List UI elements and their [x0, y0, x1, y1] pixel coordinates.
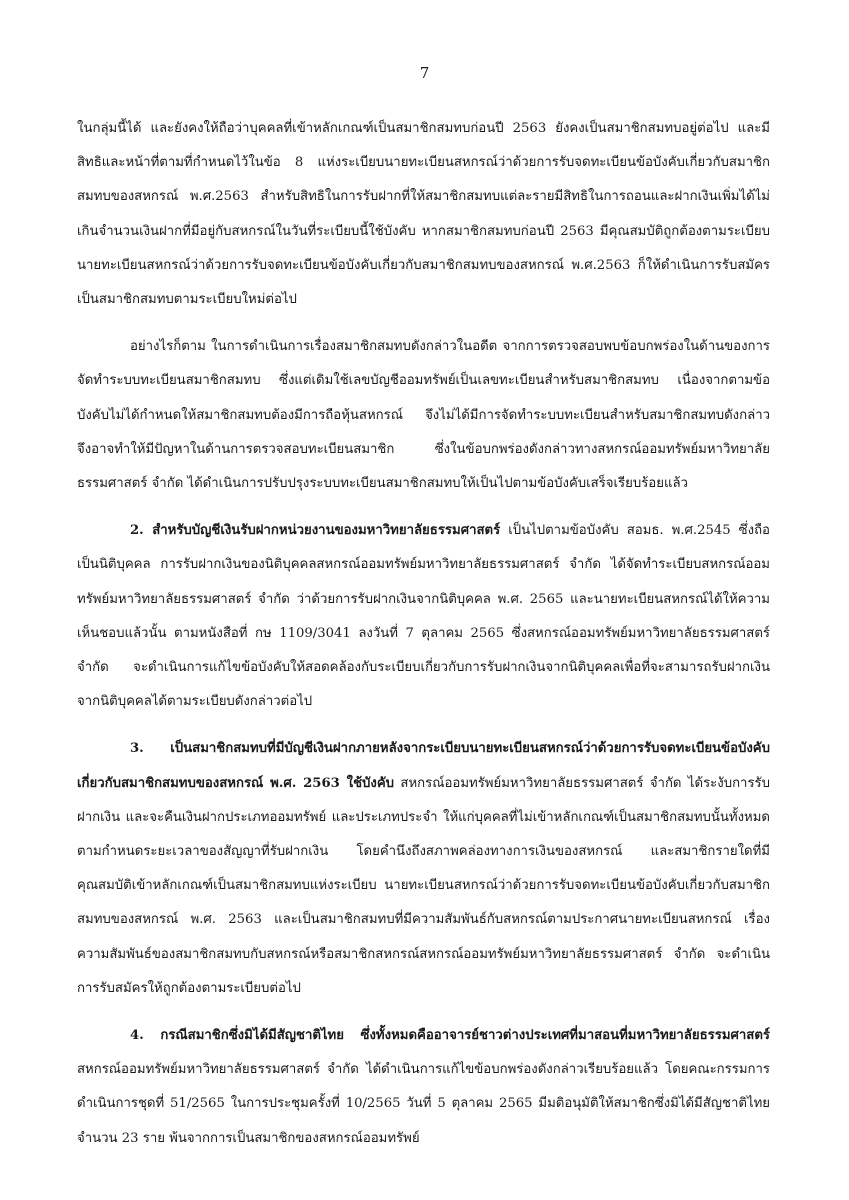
paragraph-however: อย่างไรก็ตาม ในการดำเนินการเรื่องสมาชิกสมทบดังกล่าวในอดีต จากการตรวจสอบพบข้อบกพร่องในด้านของการจัดทำระบบทะเบียนสมาชิกสมทบ ซึ่งแต่เดิมใช้เลขบัญชีออมทรัพย์เป็นเลขทะเบียนสำหรับสมาชิกสมทบ เนื่องจากตามข้อบังคับไม่ได้กำหนดให้สมาชิกสมทบต้องมีการถือหุ้นสหกรณ์ จึงไม่ได้มีการจัดทำระบบทะเบียนสำหรับสมาชิกสมทบดังกล่าว จึงอาจทำให้มีปัญหาในด้านการตรวจสอบทะเบียนสมาชิก ซึ่งในข้อบกพร่องดังกล่าวทางสหกรณ์ออมทรัพย์มหาวิทยาลัยธรรมศาสตร์ จำกัด ได้ดำเนินการปรับปรุงระบบทะเบียนสมาชิกสมทบให้เป็นไปตามข้อบังคับเสร็จเรียบร้อยแล้ว [77, 339, 770, 492]
item-4-text: สหกรณ์ออมทรัพย์มหาวิทยาลัยธรรมศาสตร์ จำกัด ได้ดำเนินการแก้ไขข้อบกพร่องดังกล่าวเรียบร้อยแล้ว โดยคณะกรรมการดำเนินการชุดที่ 51/2565 ในการประชุมครั้งที่ 10/2565 วันที่ 5 ตุลาคม 2565 มีมติอนุมัติให้สมาชิกซึ่งมิได้มีสัญชาติไทย จำนวน 23 ราย พ้นจากการเป็นสมาชิกของสหกรณ์ออมทรัพย์ [77, 1062, 770, 1146]
paragraph-item-3 [77, 732, 770, 1006]
paragraph-continuation: ในกลุ่มนี้ได้ และยังคงให้ถือว่าบุคคลที่เข้าหลักเกณฑ์เป็นสมาชิกสมทบก่อนปี 2563 ยังคงเป็นสมาชิกสมทบอยู่ต่อไป และมีสิทธิและหน้าที่ตามที่กำหนดไว้ในข้อ 8 แห่งระเบียบนายทะเบียนสหกรณ์ว่าด้วยการรับจดทะเบียนข้อบังคับเกี่ยวกับสมาชิกสมทบของสหกรณ์ พ.ศ.2563 สำหรับสิทธิในการรับฝากที่ให้สมาชิกสมทบแต่ละรายมีสิทธิในการถอนและฝากเงินเพิ่มได้ไม่เกินจำนวนเงินฝากที่มีอยู่กับสหกรณ์ในวันที่ระเบียบนี้ใช้บังคับ หากสมาชิกสมทบก่อนปี 2563 มีคุณสมบัติถูกต้องตามระเบียบนายทะเบียนสหกรณ์ว่าด้วยการรับจดทะเบียนข้อบังคับเกี่ยวกับสมาชิกสมทบของสหกรณ์ พ.ศ.2563 ก็ให้ดำเนินการรับสมัครเป็นสมาชิกสมทบตามระเบียบใหม่ต่อไป [77, 121, 770, 308]
item-2-text: เป็นไปตามข้อบังคับ สอมธ. พ.ศ.2545 ซึ่งถือเป็นนิติบุคคล การรับฝากเงินของนิติบุคคลสหกรณ์ออมทรัพย์มหาวิทยาลัยธรรมศาสตร์ จำกัด ได้จัดทำระเบียบสหกรณ์ออมทรัพย์มหาวิทยาลัยธรรมศาสตร์ จำกัด ว่าด้วยการรับฝากเงินจากนิติบุคคล พ.ศ. 2565 และนายทะเบียนสหกรณ์ได้ให้ความเห็นชอบแล้วนั้น ตามหนังสือที่ กษ 1109/3041 ลงวันที่ 7 ตุลาคม 2565 ซึ่งสหกรณ์ออมทรัพย์มหาวิทยาลัยธรรมศาสตร์ จำกัด จะดำเนินการแก้ไขข้อบังคับให้สอดคล้องกับระเบียบเกี่ยวกับการรับฝากเงินจากนิติบุคคลเพื่อที่จะสามารถรับฝากเงินจากนิติบุคคลได้ตามระเบียบดังกล่าวต่อไป [77, 523, 770, 710]
paragraph-item-4 [77, 1019, 770, 1156]
item-3-text: สหกรณ์ออมทรัพย์มหาวิทยาลัยธรรมศาสตร์ จำกัด ได้ระงับการรับฝากเงิน และจะคืนเงินฝากประเภทออมทรัพย์ และประเภทประจำ ให้แก่บุคคลที่ไม่เข้าหลักเกณฑ์เป็นสมาชิกสมทบนั้นทั้งหมด ตามกำหนดระยะเวลาของสัญญาที่รับฝากเงิน โดยคำนึงถึงสภาพคล่องทางการเงินของสหกรณ์ และสมาชิกรายใดที่มีคุณสมบัติเข้าหลักเกณฑ์เป็นสมาชิกสมทบแห่งระเบียบ นายทะเบียนสหกรณ์ว่าด้วยการรับจดทะเบียนข้อบังคับเกี่ยวกับสมาชิกสมทบของสหกรณ์ พ.ศ. 2563 และเป็นสมาชิกสมทบที่มีความสัมพันธ์กับสหกรณ์ตามประกาศนายทะเบียนสหกรณ์ เรื่อง ความสัมพันธ์ของสมาชิกสมทบกับสหกรณ์หรือสมาชิกสหกรณ์สหกรณ์ออมทรัพย์มหาวิทยาลัยธรรมศาสตร์ จำกัด จะดำเนินการรับสมัครให้ถูกต้องตามระเบียบต่อไป [77, 775, 770, 996]
page-number: 7 [419, 64, 430, 82]
document-body [77, 112, 770, 1156]
item-4-heading: 4. กรณีสมาชิกซึ่งมิได้มีสัญชาติไทย ซึ่งทั้งหมดคืออาจารย์ชาวต่างประเทศที่มาสอนที่มหาวิทยาลัยธรรมศาสตร์ [130, 1028, 770, 1044]
item-2-heading: 2. สำหรับบัญชีเงินรับฝากหน่วยงานของมหาวิทยาลัยธรรมศาสตร์ [130, 523, 501, 539]
item-3-heading: 3. เป็นสมาชิกสมทบที่มีบัญชีเงินฝากภายหลังจากระเบียบนายทะเบียนสหกรณ์ว่าด้วยการรับจดทะเบียนข้อบังคับเกี่ยวกับสมาชิกสมทบของสหกรณ์ พ.ศ. 2563 ใช้บังคับ [77, 741, 770, 791]
paragraph-item-2 [77, 514, 770, 719]
